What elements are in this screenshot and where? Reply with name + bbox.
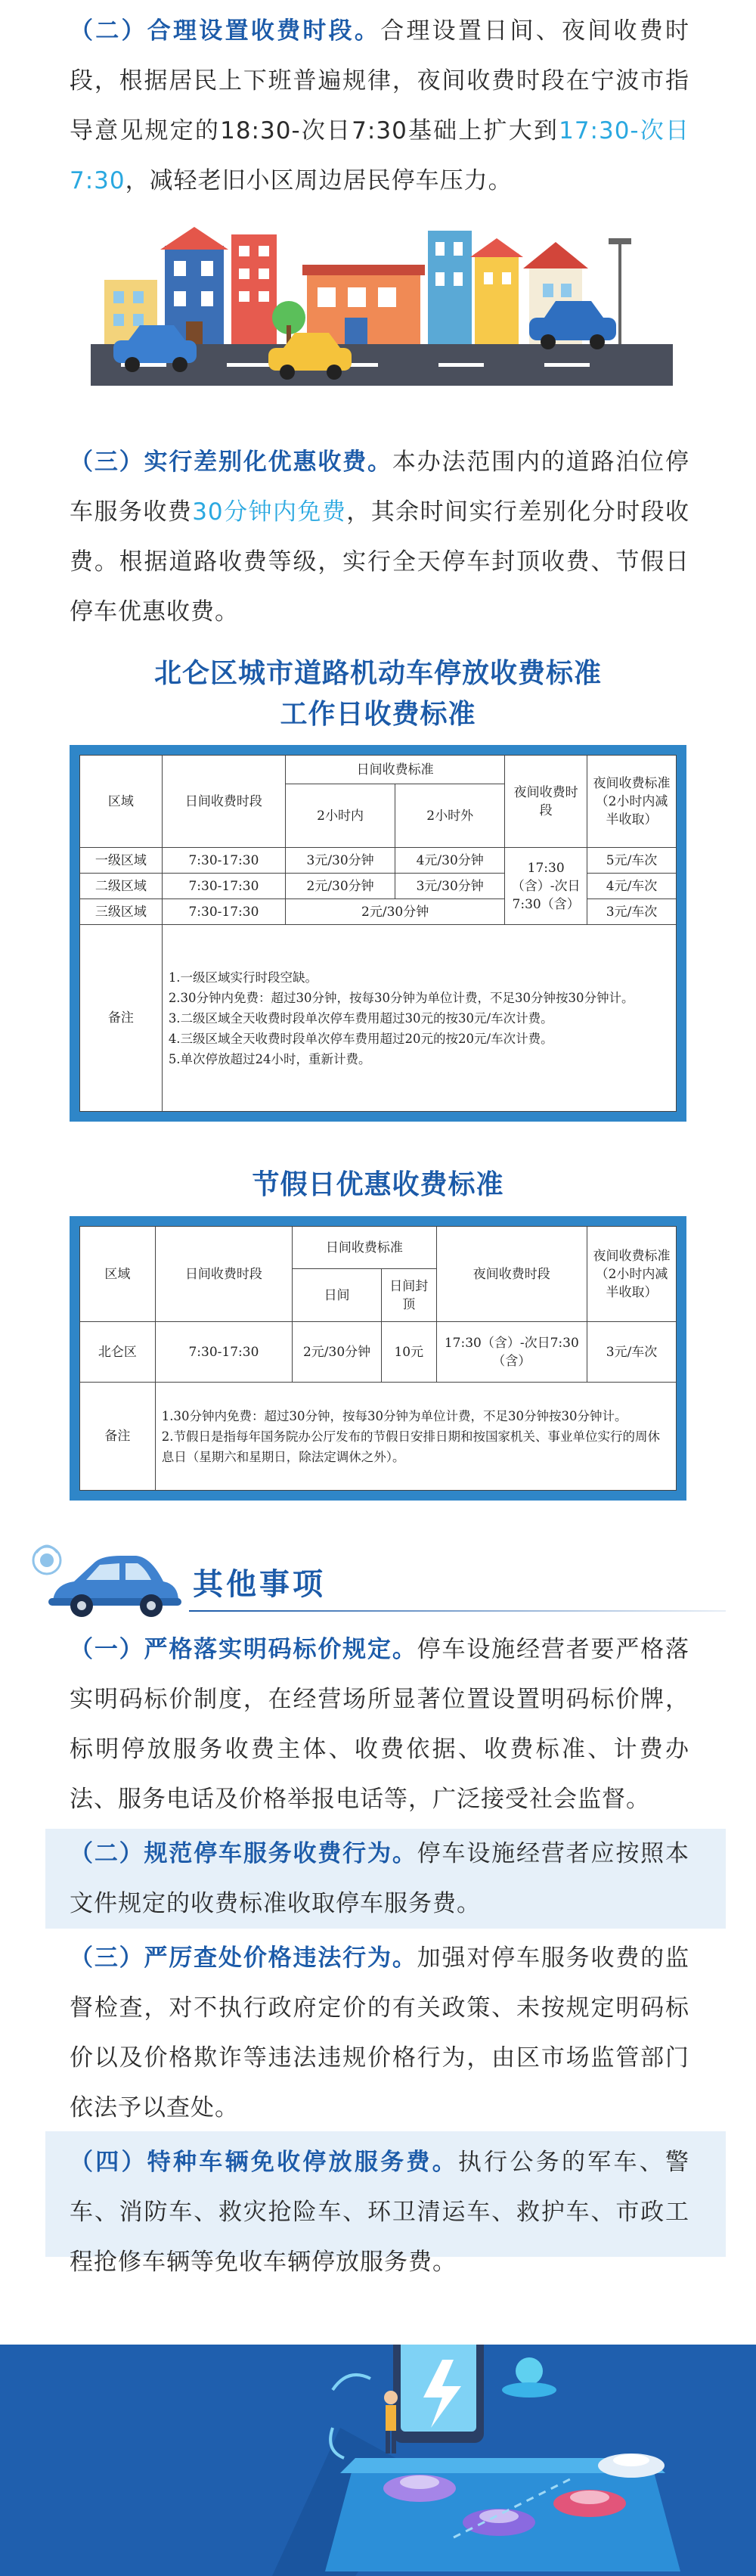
cell-night-fee: 5元/车次 [587, 848, 677, 874]
other-matters-title: 其他事项 [193, 1567, 326, 1602]
other-item [70, 1933, 689, 2133]
header-night-period: 夜间收费时段 [505, 756, 587, 848]
header-within-2h: 2小时内 [286, 784, 395, 848]
cell-period: 7:30-17:30 [162, 874, 285, 899]
section-text: 合理设置日间、夜间收费时段，根据居民上下班普遍规律，夜间收费时段在宁波市指导意见规定的18:30-次日7:30基础上扩大到 [70, 17, 690, 144]
section-text: ，减轻老旧小区周边居民停车压力。 [125, 167, 513, 194]
section-text: 执行公务的军车、警车、消防车、救灾抢险车、环卫清运车、救护车、市政工程抢修车辆等免收车辆停放服务费。 [70, 2149, 690, 2276]
other-item [70, 2137, 689, 2287]
header-day: 日间 [293, 1269, 382, 1322]
header-night-period: 夜间收费时段 [436, 1227, 587, 1322]
section-heading: （一）严格落实明码标价规定。 [70, 1636, 417, 1663]
cell-over-2h: 3元/30分钟 [395, 874, 505, 899]
notes-label: 备注 [80, 925, 163, 1112]
cell-cap: 10元 [382, 1322, 437, 1383]
divider [189, 1610, 726, 1612]
car-icon [463, 2509, 535, 2536]
header-night-standard: 夜间收费标准（2小时内减半收取） [587, 1227, 677, 1322]
cell-day-fee: 2元/30分钟 [286, 899, 505, 925]
section-heading: （二）规范停车服务收费行为。 [70, 1840, 417, 1867]
header-area: 区域 [80, 1227, 156, 1322]
section-heading: （四）特种车辆免收停放服务费。 [70, 2149, 458, 2176]
note-item: 5.单次停放超过24小时，重新计费。 [168, 1051, 371, 1066]
note-item: 4.三级区域全天收费时段单次停车费用超过20元的按20元/车次计费。 [168, 1031, 553, 1046]
highlight-text: 30分钟内免费 [192, 498, 347, 526]
section-heading: （二）合理设置收费时段。 [70, 17, 381, 45]
table-subtitle: 工作日收费标准 [280, 699, 476, 730]
car-icon [383, 2475, 456, 2502]
header-area: 区域 [80, 756, 163, 848]
header-day-period: 日间收费时段 [162, 756, 285, 848]
note-item: 2.30分钟内免费：超过30分钟，按每30分钟为单位计费，不足30分钟按30分钟计。 [168, 990, 634, 1005]
table-title: 北仑区城市道路机动车停放收费标准 [153, 658, 602, 689]
section-time-period [70, 6, 689, 206]
workday-fee-table [70, 745, 686, 1122]
other-item [70, 1829, 689, 1929]
header-night-standard: 夜间收费标准（2小时内减半收取） [587, 756, 677, 848]
note-item: 2.节假日是指每年国务院办公厅发布的节假日安排日期和按国家机关、事业单位实行的周休息日（星期六和星期日，除法定调休之外）。 [161, 1429, 660, 1464]
header-over-2h: 2小时外 [395, 784, 505, 848]
section-text: 停车设施经营者要严格落实明码标价制度，在经营场所显著位置设置明码标价牌，标明停放服务收费主体、收费依据、收费标准、计费办法、服务电话及价格举报电话等，广泛接受社会监督。 [70, 1636, 690, 1813]
header-day-standard: 日间收费标准 [293, 1227, 436, 1269]
cell-night-fee: 3元/车次 [587, 1322, 677, 1383]
smart-parking-illustration [0, 2345, 756, 2576]
note-item: 1.30分钟内免费：超过30分钟，按每30分钟为单位计费，不足30分钟按30分钟计。 [161, 1408, 627, 1423]
highlight-text: 17:30-次日7:30 [70, 117, 689, 194]
cell-period: 7:30-17:30 [155, 1322, 292, 1383]
cell-period: 7:30-17:30 [162, 899, 285, 925]
cell-night-period: 17:30（含）-次日7:30（含） [505, 848, 587, 925]
holiday-fee-table [70, 1216, 686, 1501]
cell-over-2h: 4元/30分钟 [395, 848, 505, 874]
section-text: ，其余时间实行差别化分时段收费。根据道路收费等级，实行全天停车封顶收费、节假日停车优惠收费。 [70, 498, 690, 625]
cell-within-2h: 2元/30分钟 [286, 874, 395, 899]
table-title: 节假日优惠收费标准 [252, 1169, 504, 1200]
section-heading: （三）严厉查处价格违法行为。 [70, 1944, 417, 1972]
other-matters-header [30, 1532, 726, 1622]
header-day-standard: 日间收费标准 [286, 756, 505, 784]
cell-area: 三级区域 [80, 899, 163, 925]
car-icon [553, 2490, 626, 2517]
car-icon [598, 2453, 665, 2478]
cell-area: 北仑区 [80, 1322, 156, 1383]
section-text: 加强对停车服务收费的监督检查，对不执行政府定价的有关政策、未按规定明码标价以及价格欺诈等违法违规价格行为，由区市场监管部门依法予以查处。 [70, 1944, 690, 2121]
section-heading: （三）实行差别化优惠收费。 [70, 448, 392, 476]
cell-within-2h: 3元/30分钟 [286, 848, 395, 874]
other-item [70, 1625, 689, 1824]
cell-night-fee: 4元/车次 [587, 874, 677, 899]
cell-night-fee: 3元/车次 [587, 899, 677, 925]
header-day-period: 日间收费时段 [155, 1227, 292, 1322]
cell-area: 二级区域 [80, 874, 163, 899]
notes-cell [162, 925, 676, 1112]
header-cap: 日间封顶 [382, 1269, 437, 1322]
section-text: 停车设施经营者应按照本文件规定的收费标准收取停车服务费。 [70, 1840, 690, 1917]
note-item: 1.一级区域实行时段空缺。 [168, 970, 318, 985]
note-item: 3.二级区域全天收费时段单次停车费用超过30元的按30元/车次计费。 [168, 1010, 553, 1026]
city-street-illustration [91, 219, 673, 386]
cell-area: 一级区域 [80, 848, 163, 874]
section-text: 本办法范围内的道路泊位停车服务收费 [70, 448, 690, 526]
cell-period: 7:30-17:30 [162, 848, 285, 874]
blue-car-icon [30, 1532, 181, 1622]
notes-label: 备注 [80, 1383, 156, 1491]
cell-night-period: 17:30（含）-次日7:30（含） [436, 1322, 587, 1383]
cell-day-fee: 2元/30分钟 [293, 1322, 382, 1383]
section-discount [70, 437, 689, 637]
notes-cell [155, 1383, 676, 1491]
